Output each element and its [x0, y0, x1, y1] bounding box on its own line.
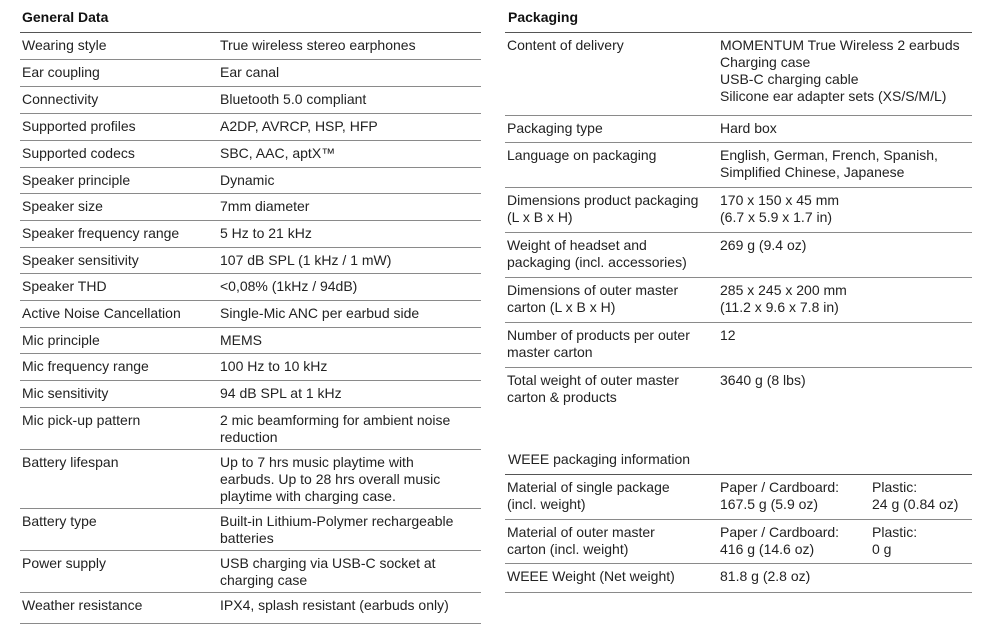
table-row — [20, 593, 481, 624]
spec-value-line: Paper / Cardboard: — [720, 479, 840, 495]
spec-value — [220, 551, 481, 592]
spec-value-line: 12 — [720, 327, 736, 343]
table-row — [20, 248, 481, 274]
spec-value-line: (6.7 x 5.9 x 1.7 in) — [720, 209, 833, 225]
spec-value-line: 2 mic beamforming for ambient noise — [220, 412, 451, 428]
spec-label: Ear coupling — [22, 64, 100, 80]
table-row — [505, 368, 972, 417]
spec-label-line: (L x B x H) — [507, 209, 573, 225]
spec-value-line: 416 g (14.6 oz) — [720, 541, 815, 557]
table-row — [20, 509, 481, 551]
table-row — [505, 323, 972, 368]
general-data-table — [20, 32, 481, 624]
weee-heading: WEEE packaging information — [508, 451, 691, 467]
spec-value-line: 285 x 245 x 200 mm — [720, 282, 847, 298]
spec-label: Battery type — [22, 513, 97, 529]
table-row — [505, 33, 972, 116]
spec-value — [220, 593, 481, 623]
spec-value-line: Ear canal — [220, 64, 280, 80]
spec-value-secondary-line: Plastic: — [872, 479, 918, 495]
spec-label-line: Total weight of outer master — [507, 372, 679, 388]
spec-value-line: (11.2 x 9.6 x 7.8 in) — [720, 299, 839, 315]
spec-label-line: (incl. weight) — [507, 496, 586, 512]
spec-value-secondary — [872, 475, 972, 519]
spec-value-line: 81.8 g (2.8 oz) — [720, 568, 811, 584]
packaging-table — [505, 32, 972, 417]
spec-value-line: USB charging via USB-C socket at — [220, 555, 436, 571]
spec-value — [220, 328, 481, 353]
table-row — [20, 33, 481, 60]
spec-label: Active Noise Cancellation — [22, 305, 181, 321]
spec-value-line: 167.5 g (5.9 oz) — [720, 496, 819, 512]
spec-label-line: Dimensions product packaging — [507, 192, 699, 208]
spec-label — [505, 33, 720, 115]
spec-label: Supported codecs — [22, 145, 135, 161]
spec-value-line: USB-C charging cable — [720, 71, 859, 87]
spec-value — [220, 509, 481, 550]
spec-label — [505, 143, 720, 187]
spec-value-line: Dynamic — [220, 172, 275, 188]
spec-value-line: <0,08% (1kHz / 94dB) — [220, 278, 358, 294]
spec-label — [505, 323, 720, 367]
spec-value — [220, 114, 481, 140]
spec-label: Speaker size — [22, 198, 103, 214]
spec-value — [220, 381, 481, 407]
table-row — [20, 87, 481, 114]
spec-label — [505, 233, 720, 277]
spec-label-line: carton (L x B x H) — [507, 299, 616, 315]
spec-label — [505, 116, 720, 142]
spec-value — [720, 520, 872, 563]
spec-value — [220, 33, 481, 59]
spec-value-line: A2DP, AVRCP, HSP, HFP — [220, 118, 378, 134]
spec-label: Speaker frequency range — [22, 225, 180, 241]
spec-label: Mic pick-up pattern — [22, 412, 141, 428]
spec-label: Speaker sensitivity — [22, 252, 139, 268]
spec-label: Mic principle — [22, 332, 100, 348]
spec-value — [720, 116, 872, 142]
spec-label: Mic frequency range — [22, 358, 149, 374]
spec-label: Wearing style — [22, 37, 107, 53]
table-row — [20, 114, 481, 141]
table-row — [505, 520, 972, 564]
spec-value-line: 269 g (9.4 oz) — [720, 237, 807, 253]
general-data-heading: General Data — [22, 9, 109, 25]
spec-value-line: 94 dB SPL at 1 kHz — [220, 385, 342, 401]
spec-value-line: Built-in Lithium-Polymer rechargeable — [220, 513, 454, 529]
table-row — [505, 233, 972, 278]
spec-label — [505, 564, 720, 592]
table-row — [505, 564, 972, 593]
spec-value-secondary-line: 0 g — [872, 541, 892, 557]
table-row — [20, 221, 481, 248]
spec-label-line: Packaging type — [507, 120, 603, 136]
table-row — [505, 278, 972, 323]
table-row — [20, 354, 481, 381]
spec-value — [720, 188, 872, 232]
spec-label — [505, 475, 720, 519]
spec-value-line: True wireless stereo earphones — [220, 37, 416, 53]
spec-label-line: WEEE Weight (Net weight) — [507, 568, 675, 584]
table-row — [20, 328, 481, 354]
spec-label-line: Dimensions of outer master — [507, 282, 679, 298]
table-row — [20, 141, 481, 168]
spec-value — [220, 450, 481, 508]
spec-value — [220, 248, 481, 273]
spec-value-line: 170 x 150 x 45 mm — [720, 192, 840, 208]
spec-value — [720, 564, 872, 592]
spec-value — [220, 60, 481, 86]
spec-label-line: Material of outer master — [507, 524, 655, 540]
table-row — [20, 274, 481, 301]
spec-value-secondary — [872, 520, 972, 563]
spec-value-line: MEMS — [220, 332, 262, 348]
spec-value — [220, 354, 481, 380]
spec-value-line: batteries — [220, 530, 274, 546]
spec-value-secondary — [872, 564, 972, 592]
spec-value-line: charging case — [220, 572, 308, 588]
spec-label — [505, 278, 720, 322]
spec-value-line: 5 Hz to 21 kHz — [220, 225, 312, 241]
weee-table — [505, 474, 972, 593]
spec-value-line: 7mm diameter — [220, 198, 310, 214]
table-row — [20, 301, 481, 328]
spec-label-line: carton & products — [507, 389, 617, 405]
table-row — [505, 475, 972, 520]
spec-label — [505, 188, 720, 232]
spec-label-line: master carton — [507, 344, 593, 360]
table-row — [505, 188, 972, 233]
spec-value — [720, 323, 872, 367]
spec-value — [220, 408, 481, 449]
spec-label — [505, 368, 720, 417]
spec-value — [220, 87, 481, 113]
spec-value — [720, 278, 872, 322]
table-row — [20, 194, 481, 221]
table-row — [20, 60, 481, 87]
table-row — [20, 168, 481, 194]
table-row — [505, 143, 972, 188]
spec-value — [720, 143, 938, 187]
spec-value-line: 3640 g (8 lbs) — [720, 372, 806, 388]
spec-value-line: Silicone ear adapter sets (XS/S/M/L) — [720, 88, 947, 104]
spec-label-line: carton (incl. weight) — [507, 541, 629, 557]
spec-value-line: MOMENTUM True Wireless 2 earbuds — [720, 37, 960, 53]
spec-label: Power supply — [22, 555, 107, 571]
spec-value-line: earbuds. Up to 28 hrs overall music — [220, 471, 441, 487]
table-row — [505, 116, 972, 143]
table-row — [20, 408, 481, 450]
spec-label-line: Content of delivery — [507, 37, 624, 53]
table-row — [20, 381, 481, 408]
spec-value-secondary-line: Plastic: — [872, 524, 918, 540]
spec-label: Battery lifespan — [22, 454, 119, 470]
spec-value — [220, 274, 481, 300]
spec-label: Mic sensitivity — [22, 385, 109, 401]
spec-value-line: SBC, AAC, aptX™ — [220, 145, 336, 161]
spec-label: Speaker principle — [22, 172, 131, 188]
packaging-heading: Packaging — [508, 9, 579, 25]
spec-label-line: Number of products per outer — [507, 327, 690, 343]
spec-value — [220, 141, 481, 167]
spec-value — [720, 33, 960, 115]
spec-value-line: 100 Hz to 10 kHz — [220, 358, 328, 374]
spec-value — [220, 221, 481, 247]
spec-value-line: Simplified Chinese, Japanese — [720, 164, 905, 180]
spec-label-line: Material of single package — [507, 479, 670, 495]
spec-value — [720, 233, 872, 277]
spec-value-line: Bluetooth 5.0 compliant — [220, 91, 367, 107]
spec-label-line: Weight of headset and — [507, 237, 647, 253]
spec-value-line: Charging case — [720, 54, 811, 70]
spec-value-line: Paper / Cardboard: — [720, 524, 840, 540]
spec-value — [720, 368, 872, 417]
spec-label: Supported profiles — [22, 118, 136, 134]
spec-value — [220, 301, 481, 327]
spec-label: Weather resistance — [22, 597, 143, 613]
table-row — [20, 450, 481, 509]
spec-value-line: reduction — [220, 429, 278, 445]
spec-value-line: playtime with charging case. — [220, 488, 396, 504]
spec-value-line: IPX4, splash resistant (earbuds only) — [220, 597, 449, 613]
spec-label: Speaker THD — [22, 278, 107, 294]
spec-label-line: packaging (incl. accessories) — [507, 254, 687, 270]
spec-value-line: 107 dB SPL (1 kHz / 1 mW) — [220, 252, 392, 268]
spec-value-secondary-line: 24 g (0.84 oz) — [872, 496, 959, 512]
spec-label — [505, 520, 720, 563]
spec-value-line: Up to 7 hrs music playtime with — [220, 454, 414, 470]
spec-value — [720, 475, 872, 519]
spec-value — [220, 194, 481, 220]
spec-value-line: Single-Mic ANC per earbud side — [220, 305, 420, 321]
spec-label: Connectivity — [22, 91, 99, 107]
table-row — [20, 551, 481, 593]
spec-value — [220, 168, 481, 193]
spec-value-line: Hard box — [720, 120, 777, 136]
spec-value-line: English, German, French, Spanish, — [720, 147, 938, 163]
spec-label-line: Language on packaging — [507, 147, 657, 163]
